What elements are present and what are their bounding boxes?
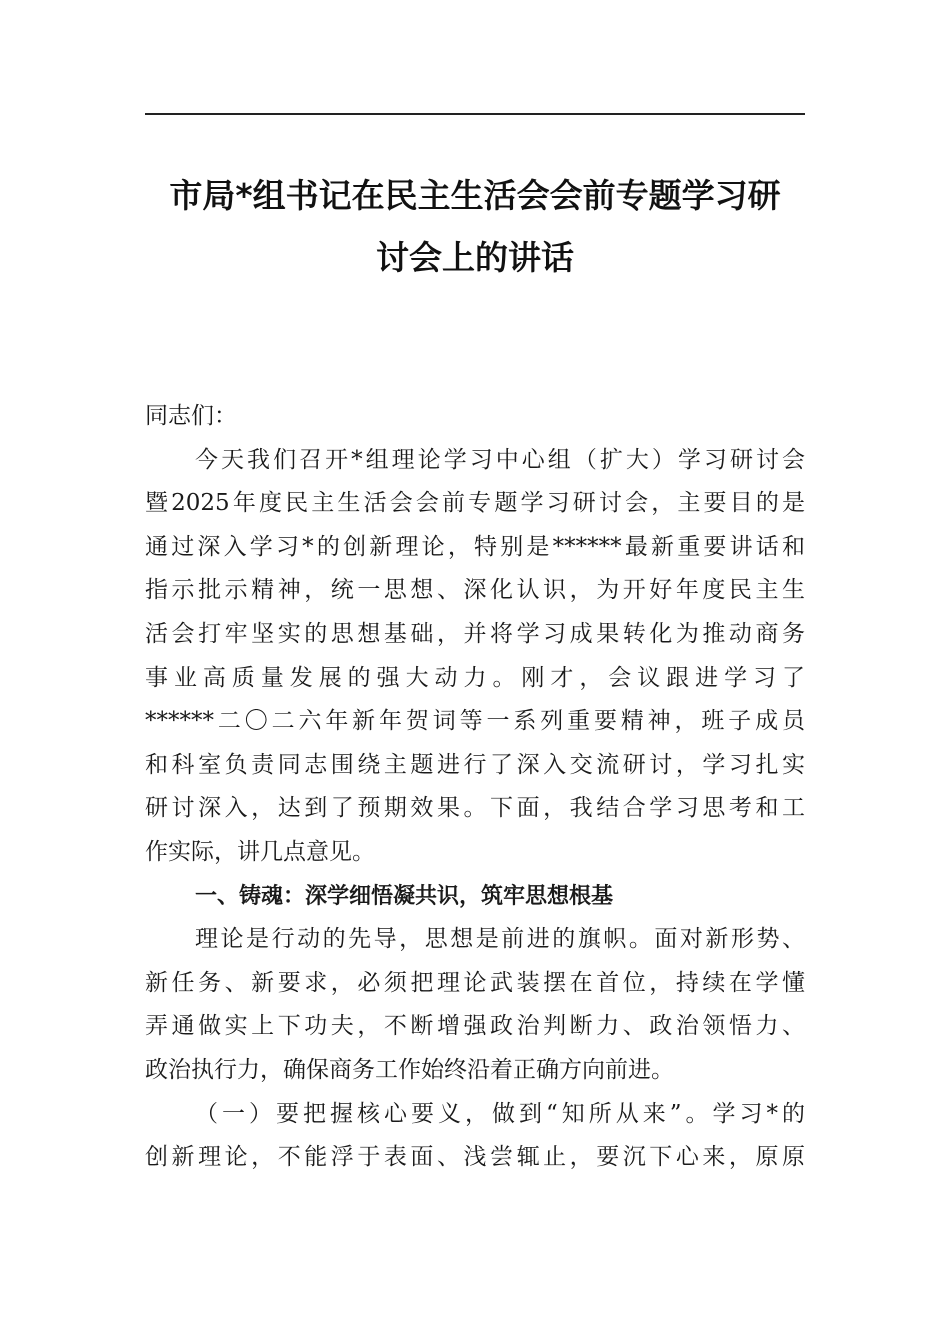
header-rule bbox=[145, 113, 805, 115]
paragraph-line: 活会打牢坚实的思想基础，并将学习成果转化为推动商务 bbox=[145, 620, 805, 647]
section-heading: 一、铸魂：深学细悟凝共识，筑牢思想根基 bbox=[195, 883, 614, 909]
paragraph-line: 和科室负责同志围绕主题进行了深入交流研讨，学习扎实 bbox=[145, 751, 805, 778]
paragraph-line: 指示批示精神，统一思想、深化认识，为开好年度民主生 bbox=[145, 577, 805, 604]
paragraph-line: 通过深入学习*的创新理论，特别是******最新重要讲话和 bbox=[145, 533, 805, 560]
paragraph-line: 政治执行力，确保商务工作始终沿着正确方向前进。 bbox=[145, 1056, 674, 1083]
paragraph-line: 研讨深入，达到了预期效果。下面，我结合学习思考和工 bbox=[145, 795, 805, 822]
paragraph-line: 作实际，讲几点意见。 bbox=[145, 838, 375, 865]
title-line: 市局*组书记在民主生活会会前专题学习研 bbox=[169, 176, 781, 215]
paragraph-line: （一）要把握核心要义，做到“知所从来”。学习*的 bbox=[195, 1100, 805, 1127]
paragraph-line: 创新理论，不能浮于表面、浅尝辄止，要沉下心来，原原 bbox=[145, 1144, 805, 1171]
paragraph-line: 新任务、新要求，必须把理论武装摆在首位，持续在学懂 bbox=[145, 969, 805, 996]
paragraph-line: 弄通做实上下功夫，不断增强政治判断力、政治领悟力、 bbox=[145, 1013, 805, 1040]
document-title bbox=[145, 165, 805, 289]
paragraph-line: ******二〇二六年新年贺词等一系列重要精神，班子成员 bbox=[145, 708, 805, 735]
title-line: 讨会上的讲话 bbox=[376, 238, 574, 277]
salutation: 同志们： bbox=[145, 403, 237, 429]
paragraph-line: 事业高质量发展的强大动力。刚才，会议跟进学习了 bbox=[145, 664, 805, 691]
paragraph-line: 理论是行动的先导，思想是前进的旗帜。面对新形势、 bbox=[195, 926, 805, 953]
paragraph-line: 今天我们召开*组理论学习中心组（扩大）学习研讨会 bbox=[195, 446, 805, 473]
paragraph-line: 暨2025年度民主生活会会前专题学习研讨会，主要目的是 bbox=[145, 490, 805, 517]
document-body bbox=[145, 395, 805, 1180]
